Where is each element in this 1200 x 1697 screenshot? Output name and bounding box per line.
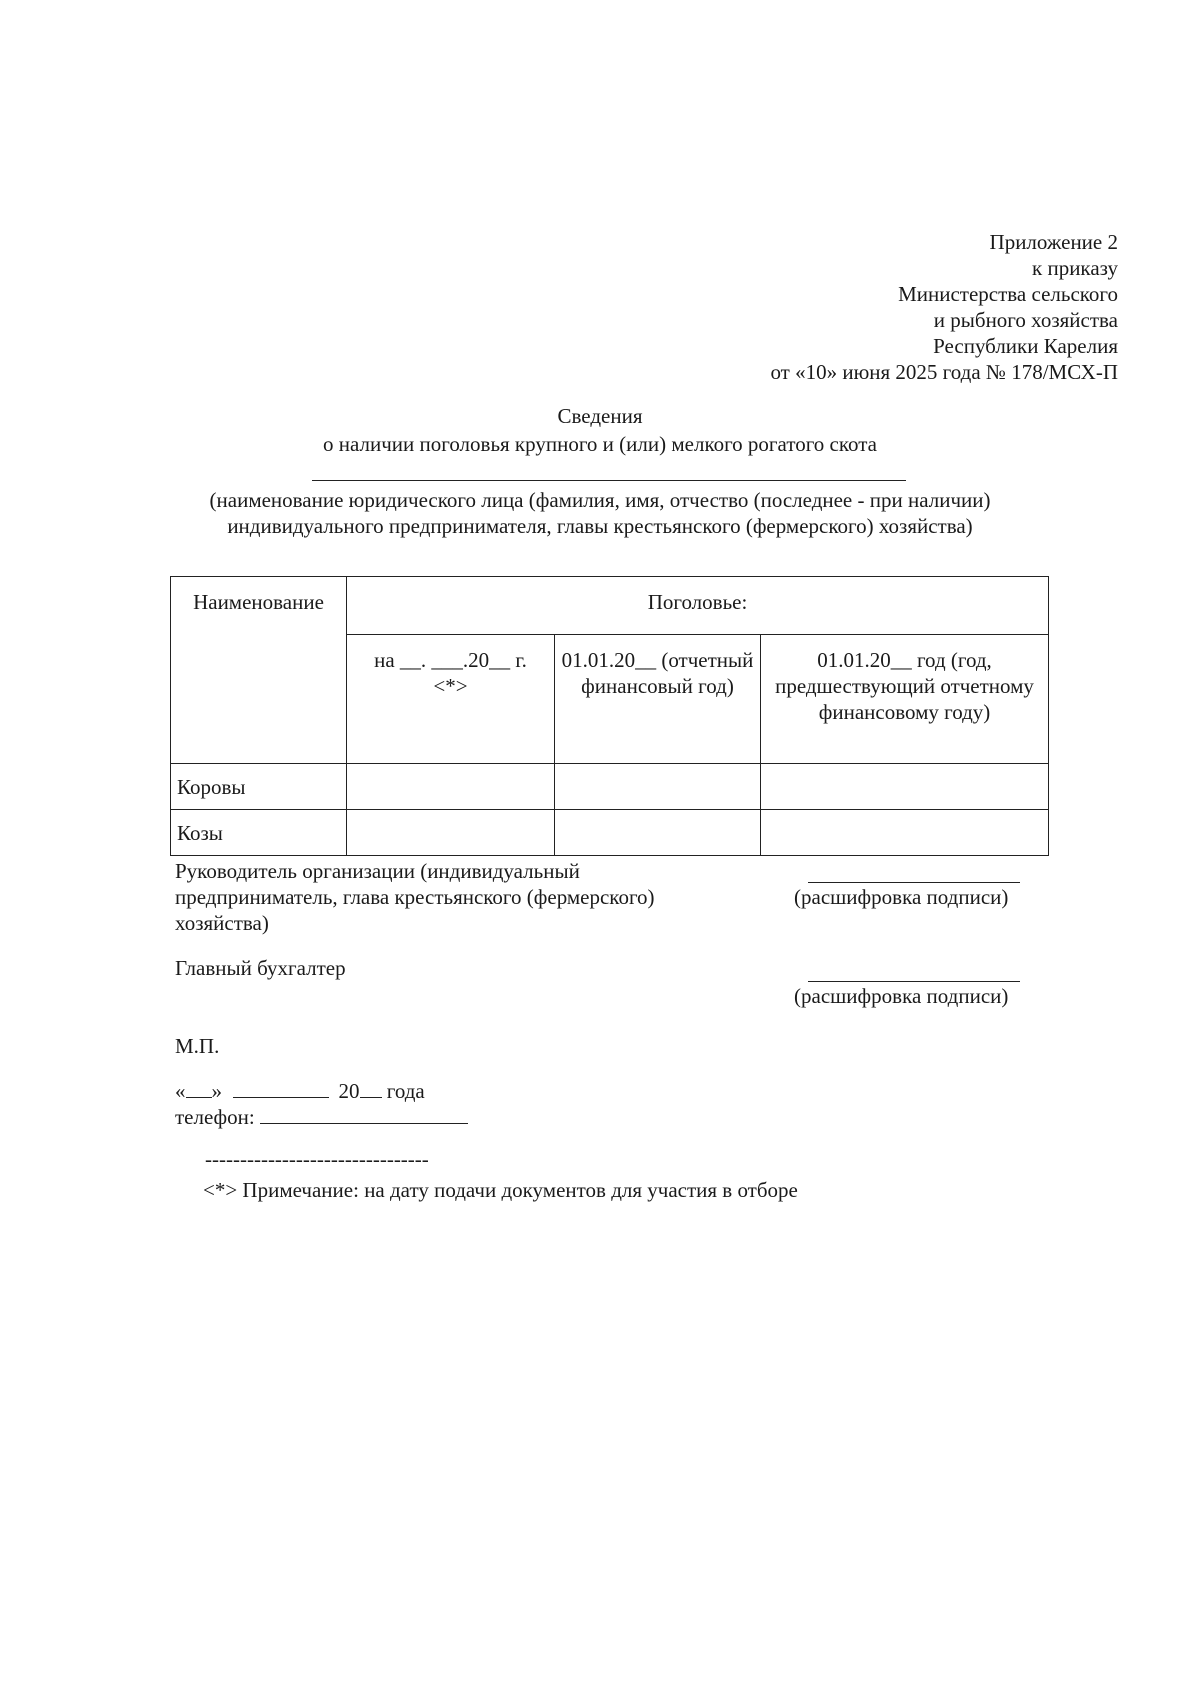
value-cell[interactable] [347, 810, 555, 856]
row-name-cell [171, 810, 347, 856]
header-reporting-year-cell [555, 635, 761, 764]
value-cell[interactable] [347, 764, 555, 810]
value-cell[interactable] [555, 764, 761, 810]
phone-label: телефон: [175, 1105, 255, 1129]
entity-caption: (наименование юридического лица (фамилия, имя, отчество (последнее - при наличии) индивидуального предпринимателя, главы крестьянского (фермерского) хозяйства) [209, 488, 991, 538]
header-previous-year-cell [761, 635, 1049, 764]
head-signatory-label: Руководитель организации (индивидуальный предприниматель, глава крестьянского (фермерского) хозяйства) [175, 859, 655, 935]
document-subtitle: о наличии поголовья крупного и (или) мелкого рогатого скота [323, 432, 877, 456]
head-signature-caption: (расшифровка подписи) [794, 885, 1009, 909]
phone-field [175, 1103, 468, 1130]
date-open-quote: « [175, 1079, 186, 1103]
appendix-block [770, 229, 1118, 385]
header-current-date-cell [347, 635, 555, 764]
head-signature-line[interactable] [808, 882, 1020, 883]
header-group-cell [347, 577, 1049, 635]
header-name-cell [171, 577, 347, 764]
entity-name-line [312, 480, 906, 481]
footnote-text: <*> Примечание: на дату подачи документов для участия в отборе [203, 1178, 798, 1202]
header-group: Поголовье: [647, 590, 748, 614]
header-footnote-mark: <*> [433, 674, 468, 698]
date-field [175, 1077, 425, 1104]
accountant-signature-caption: (расшифровка подписи) [794, 984, 1009, 1008]
row-name: Коровы [177, 774, 246, 799]
accountant-label: Главный бухгалтер [175, 956, 346, 980]
stamp-placeholder: М.П. [175, 1034, 220, 1058]
year-blank[interactable] [360, 1077, 382, 1098]
appendix-line: Министерства сельского [898, 282, 1118, 306]
footnote-rule: -------------------------------- [205, 1147, 429, 1171]
appendix-line: Республики Карелия [933, 334, 1118, 358]
appendix-line: Приложение 2 [989, 230, 1118, 254]
header-previous-year: 01.01.20__ год (год, предшествующий отчетному финансовому году) [775, 648, 1034, 724]
document-title: Сведения [557, 404, 643, 428]
table-row [171, 810, 1049, 856]
row-name: Козы [177, 820, 223, 845]
value-cell[interactable] [761, 810, 1049, 856]
value-cell[interactable] [555, 810, 761, 856]
month-blank[interactable] [233, 1077, 329, 1098]
phone-blank[interactable] [260, 1103, 468, 1124]
header-reporting-year: 01.01.20__ (отчетный финансовый год) [561, 648, 754, 698]
livestock-table [170, 576, 1049, 856]
row-name-cell [171, 764, 347, 810]
accountant-signature-line[interactable] [808, 981, 1020, 982]
year-prefix: 20 [338, 1079, 360, 1103]
table-row [171, 764, 1049, 810]
appendix-line: и рыбного хозяйства [933, 308, 1118, 332]
header-name: Наименование [193, 590, 324, 614]
appendix-line: от «10» июня 2025 года № 178/МСХ-П [770, 360, 1118, 384]
day-blank[interactable] [186, 1077, 212, 1098]
date-close-quote: » [211, 1079, 222, 1103]
appendix-line: к приказу [1032, 256, 1118, 280]
header-current-date: на __. ___.20__ г. [374, 648, 527, 672]
value-cell[interactable] [761, 764, 1049, 810]
year-suffix: года [386, 1079, 425, 1103]
